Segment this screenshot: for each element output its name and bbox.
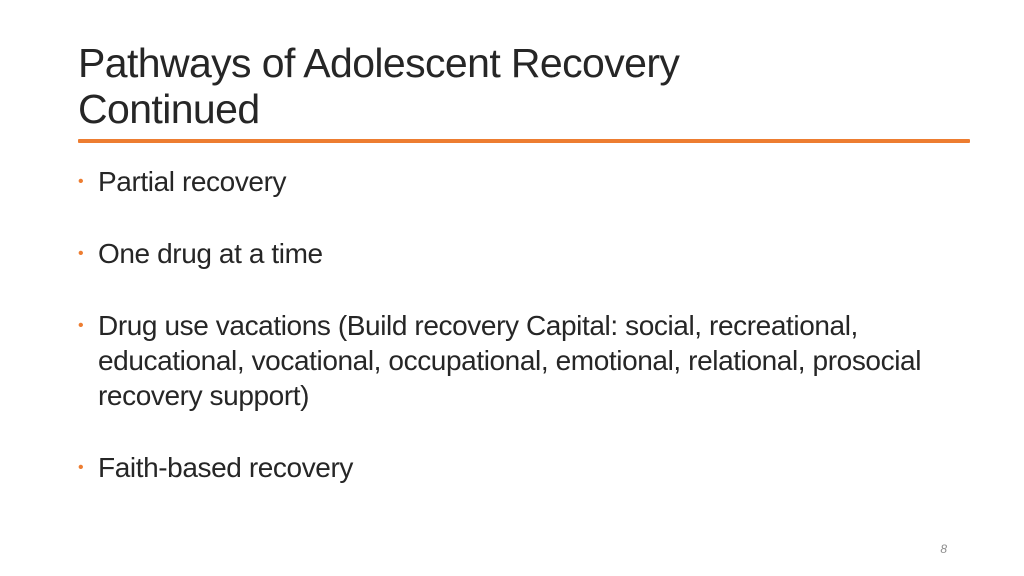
page-number: 8	[940, 542, 947, 556]
bullet-item-faith-based	[78, 450, 958, 485]
bullet-text: Drug use vacations (Build recovery Capital: social, recreational, educational, vocational, occupational, emotional, relational, prosocial recovery support)	[98, 310, 922, 411]
bullet-list	[78, 164, 958, 485]
title-divider	[78, 139, 970, 143]
bullet-text: Faith-based recovery	[98, 452, 354, 483]
bullet-item-drug-use-vacations	[78, 308, 958, 413]
slide-title	[78, 40, 958, 132]
bullet-item-one-drug	[78, 236, 958, 271]
slide-title-line-1: Pathways of Adolescent Recovery	[78, 40, 680, 86]
bullet-dot-icon: •	[78, 317, 84, 334]
bullet-text: Partial recovery	[98, 166, 287, 197]
bullet-text: One drug at a time	[98, 238, 323, 269]
bullet-dot-icon: •	[78, 245, 84, 262]
bullet-dot-icon: •	[78, 173, 84, 190]
slide-title-line-2: Continued	[78, 86, 260, 132]
bullet-dot-icon: •	[78, 459, 84, 476]
bullet-item-partial-recovery	[78, 164, 958, 199]
